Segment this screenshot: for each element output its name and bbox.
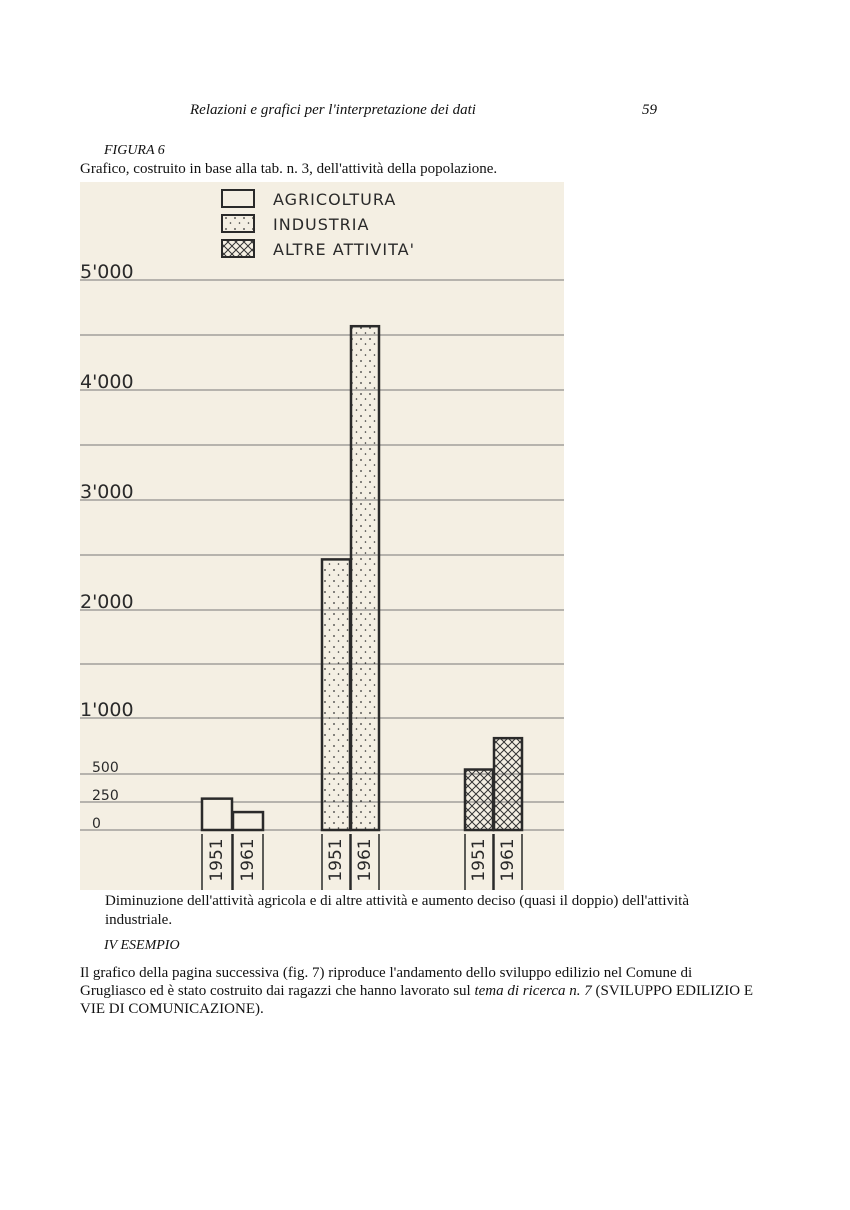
x-category-label: 1961	[498, 838, 518, 882]
bar-chart	[80, 182, 564, 890]
figure-intro: Grafico, costruito in base alla tab. n. 3, dell'attività della popolazione.	[80, 161, 498, 177]
y-tick-label: 3'000	[80, 481, 134, 503]
section-label: IV ESEMPIO	[104, 938, 180, 953]
x-category-label: 1951	[326, 838, 346, 882]
legend-swatch-crosshatch	[222, 240, 254, 257]
y-tick-label: 0	[92, 816, 101, 832]
y-tick-label: 500	[92, 760, 119, 776]
figure-label: FIGURA 6	[104, 143, 165, 158]
bar-crosshatch-1951	[465, 770, 493, 830]
legend-swatch-plain	[222, 190, 254, 207]
running-header-title: Relazioni e grafici per l'interpretazione dei dati	[190, 102, 476, 118]
y-tick-label: 4'000	[80, 371, 134, 393]
legend-label: INDUSTRIA	[273, 215, 370, 234]
bar-plain-1951	[202, 799, 232, 830]
chart-figure	[80, 182, 564, 890]
legend-label: AGRICOLTURA	[273, 190, 397, 209]
legend-swatch-dots	[222, 215, 254, 232]
bar-crosshatch-1961	[494, 738, 522, 830]
paragraph-italic-reference: tema di ricerca n. 7	[474, 983, 592, 999]
bar-dots-1951	[322, 559, 350, 830]
y-tick-label: 5'000	[80, 261, 134, 283]
legend-label: ALTRE ATTIVITA'	[273, 240, 415, 259]
x-category-label: 1961	[355, 838, 375, 882]
x-category-label: 1951	[469, 838, 489, 882]
bar-dots-1961	[351, 326, 379, 830]
x-category-label: 1961	[238, 838, 258, 882]
body-paragraph	[80, 964, 760, 1018]
page-number: 59	[642, 102, 657, 118]
y-tick-label: 250	[92, 788, 119, 804]
paragraph-text-start: Il grafico della pagina successiva (fig. 7) riproduce l'andamento dello sviluppo edilizio nel Comune di Grugliasco ed è stato costruito dai ragazzi che hanno lavorato sul	[80, 965, 693, 999]
x-category-label: 1951	[207, 838, 227, 882]
y-tick-label: 2'000	[80, 591, 134, 613]
figure-caption: Diminuzione dell'attività agricola e di altre attività e aumento deciso (quasi il doppio) dell'attività industriale.	[105, 893, 689, 928]
paragraph-text-end: (SVILUPPO EDILIZIO E VIE DI COMUNICAZIONE).	[80, 983, 754, 1017]
y-tick-label: 1'000	[80, 699, 134, 721]
bar-plain-1961	[233, 812, 263, 830]
